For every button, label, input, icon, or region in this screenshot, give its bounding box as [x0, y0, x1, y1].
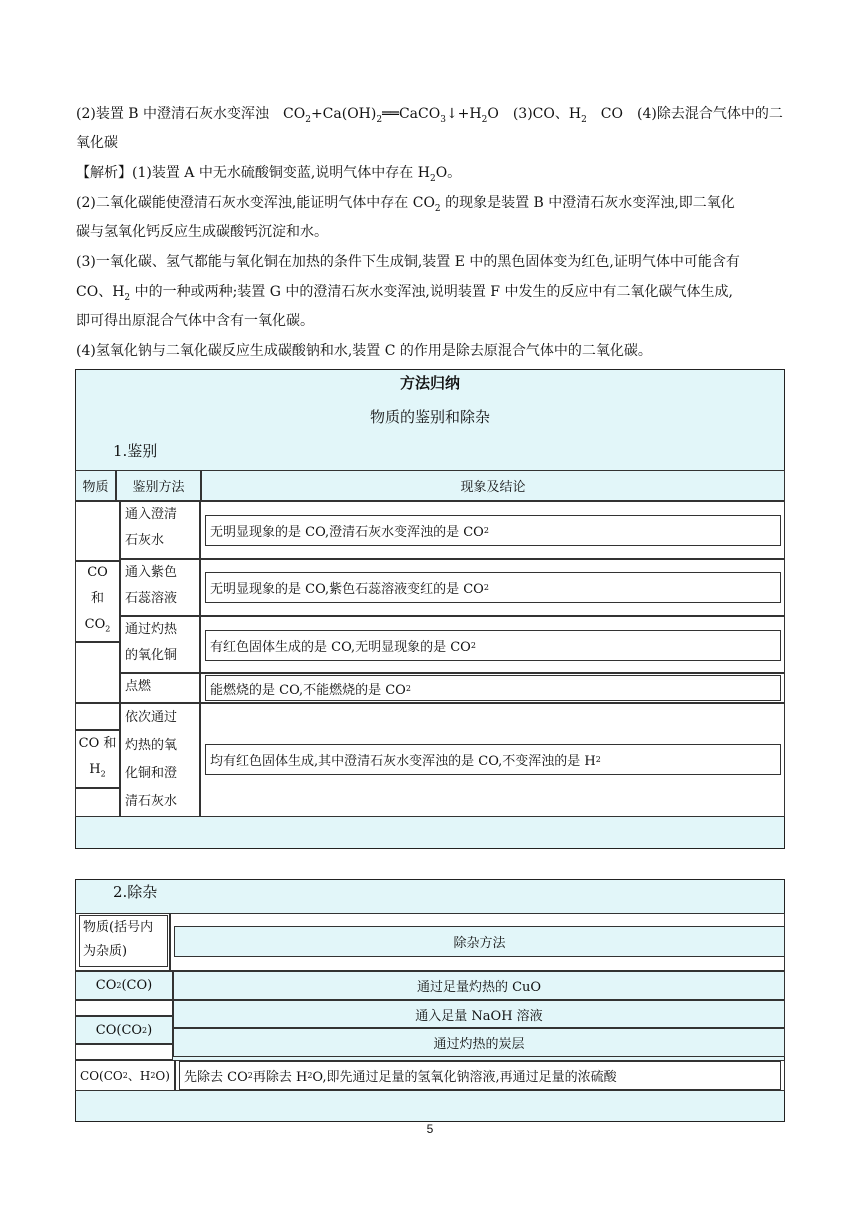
purify-method-2: 通入足量 NaOH 溶液: [173, 1000, 785, 1028]
purify-substance-4-spacer: [75, 1044, 173, 1060]
method-title: 方法归纳: [399, 374, 460, 392]
purify-substance-1: CO 2 (CO): [75, 971, 173, 1000]
purify-method-4: 先除去 CO 2 再除去 H 2 O,即先通过足量的氢氧化钠溶液,再通过足量的浓硫酸: [179, 1061, 781, 1090]
analysis-p3-cont: CO、$H_2$ 中的一种或两种;装置 G 中的澄清石灰水变浑浊,说明装置 F 中发生的反应中有二氧化碳气体生成,: [76, 284, 733, 303]
page-number: 5: [426, 1122, 434, 1136]
analysis-p2: (2)二氧化碳能使澄清石灰水变浑浊,能证明气体中存在 $CO_2$ 的现象是装置 B 中澄清石灰水变浑浊,即二氧化: [76, 195, 735, 214]
purify-substance-2-spacer: [75, 1000, 173, 1016]
analysis-p4: (4)氢氧化钠与二氧化碳反应生成碳酸钠和水,装置 C 的作用是除去原混合气体中的二氧化碳。: [76, 343, 652, 359]
substance-co-h2: CO 和 $H_2$: [75, 730, 120, 788]
method-row-5: 依次通过 灼热的氧 化铜和澄 清石灰水: [120, 703, 200, 817]
analysis-p3: (3)一氧化碳、氢气都能与氧化铜在加热的条件下生成铜,装置 E 中的黑色固体变为红色,证明气体中可能含有: [76, 254, 740, 270]
answer-line-1: (2)装置 B 中澄清石灰水变浑浊 $CO_2+Ca(OH)_2══CaCO_3↓+H_2O$ (3)CO、$H_2$ CO (4)除去混合气体中的二: [76, 106, 783, 125]
purify-col2-header: 除杂方法: [174, 926, 785, 957]
purify-method-1: 通过足量灼热的 CuO: [173, 971, 785, 1000]
purify-col1-header: 物质(括号内 为杂质): [79, 915, 168, 967]
method-row-2: 通入紫色 石蕊溶液: [120, 559, 200, 616]
col-header-substance: 物质: [75, 470, 116, 501]
result-row-5: 均有红色固体生成,其中澄清石灰水变浑浊的是 CO,不变浑浊的是 H 2: [205, 744, 781, 775]
method-row-3: 通过灼热 的氧化铜: [120, 616, 200, 673]
analysis-p3-end: 即可得出原混合气体中含有一氧化碳。: [76, 313, 314, 329]
result-row-1: 无明显现象的是 CO,澄清石灰水变浑浊的是 CO 2: [205, 515, 781, 546]
substance-spacer-bottom: [75, 642, 120, 703]
result-row-3: 有红色固体生成的是 CO,无明显现象的是 CO 2: [205, 630, 781, 661]
analysis-p1: 【解析】(1)装置 A 中无水硫酸铜变蓝,说明气体中存在 $H_2O$。: [76, 165, 462, 184]
method-row-4: 点燃: [120, 673, 200, 703]
section-identify: 1.鉴别: [113, 442, 158, 460]
purify-substance-4: CO(CO 2 、H 2 O): [75, 1060, 175, 1091]
substance2-spacer-top: [75, 703, 120, 730]
result-row-2: 无明显现象的是 CO,紫色石蕊溶液变红的是 CO 2: [205, 572, 781, 603]
col-header-method: 鉴别方法: [116, 470, 201, 501]
substance-spacer-top: [75, 501, 120, 561]
purify-method-3: 通过灼热的炭层: [173, 1028, 785, 1057]
col-header-result: 现象及结论: [201, 470, 785, 501]
analysis-p2-cont: 碳与氢氧化钙反应生成碳酸钙沉淀和水。: [76, 224, 328, 240]
substance2-spacer-bottom: [75, 788, 120, 817]
purify-substance-2: CO(CO 2 ): [75, 1016, 173, 1044]
section-purify: 2.除杂: [113, 883, 158, 901]
result-row-4: 能燃烧的是 CO,不能燃烧的是 CO 2: [205, 675, 781, 701]
answer-line-2: 氧化碳: [76, 135, 118, 151]
substance-co-co2: CO 和 $CO_2$: [75, 561, 120, 642]
method-subtitle: 物质的鉴别和除杂: [369, 408, 490, 426]
method-row-1: 通入澄清 石灰水: [120, 501, 200, 559]
